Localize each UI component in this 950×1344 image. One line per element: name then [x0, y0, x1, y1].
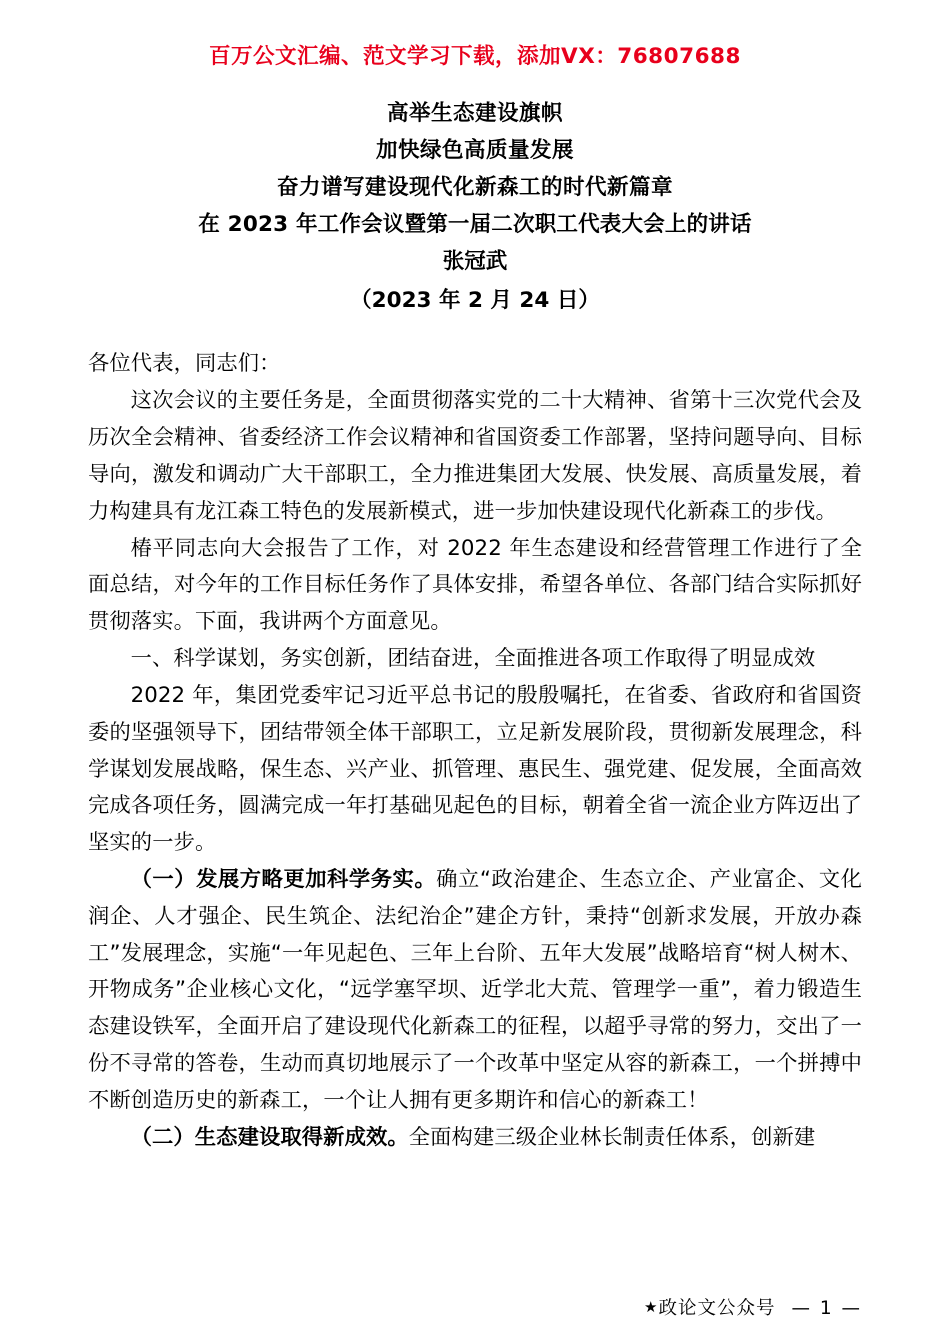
paragraph-5-heading: （二）生态建设取得新成效。	[130, 1124, 409, 1150]
document-body	[88, 346, 862, 1156]
document-date: （2023 年 2 月 24 日）	[350, 287, 600, 313]
document-title-block	[88, 96, 862, 321]
star-icon: ★	[643, 1298, 659, 1316]
page-number: — 1 —	[791, 1298, 862, 1319]
paragraph-5-text: 全面构建三级企业林长制责任体系，创新建	[408, 1124, 816, 1150]
page-footer	[0, 1294, 950, 1320]
promo-banner: 百万公文汇编、范文学习下载，添加VX：76807688	[209, 44, 741, 69]
title-line-2: 加快绿色高质量发展	[375, 137, 574, 163]
document-subtitle: 在 2023 年工作会议暨第一届二次职工代表大会上的讲话	[198, 211, 752, 237]
title-line-1: 高举生态建设旗帜	[386, 100, 563, 126]
paragraph-4	[88, 862, 862, 1120]
paragraph-5	[88, 1120, 862, 1157]
paragraph-4-heading: （一）发展方略更加科学务实。	[130, 867, 437, 892]
salutation: 各位代表，同志们：	[88, 351, 281, 377]
paragraph-3: 2022 年，集团党委牢记习近平总书记的殷殷嘱托，在省委、省政府和省国资委的坚强领导下，团结带领全体干部职工，立足新发展阶段，贯彻新发展理念，科学谋划发展战略，保生态、兴产业、抓管理、惠民生、强党建、促发展，全面高效完成各项任务，圆满完成一年打基础见起色的目标，朝着全省一流企业方阵迈出了坚实的一步。	[88, 682, 862, 856]
paragraph-2: 椿平同志向大会报告了工作，对 2022 年生态建设和经营管理工作进行了全面总结，对今年的工作目标任务作了具体安排，希望各单位、各部门结合实际抓好贯彻落实。下面，我讲两个方面意见。	[88, 535, 862, 635]
paragraph-4-text: 确立“政治建企、生态立企、产业富企、文化润企、人才强企、民生筑企、法纪治企”建企方针，秉持“创新求发展，开放办森工”发展理念，实施“一年见起色、三年上台阶、五年大发展”战略培育“树人树木、开物成务”企业核心文化，“远学塞罕坝、近学北大荒、管理学一重”，着力锻造生态建设铁军，全面开启了建设现代化新森工的征程，以超乎寻常的努力，交出了一份不寻常的答卷，生动而真切地展示了一个改革中坚定从容的新森工，一个拼搏中不断创造历史的新森工，一个让人拥有更多期许和信心的新森工！	[88, 867, 862, 1113]
document-author: 张冠武	[442, 248, 508, 274]
title-line-3: 奋力谱写建设现代化新森工的时代新篇章	[276, 174, 673, 200]
section-heading-1: 一、科学谋划，务实创新，团结奋进，全面推进各项工作取得了明显成效	[130, 646, 816, 672]
paragraph-1: 这次会议的主要任务是，全面贯彻落实党的二十大精神、省第十三次党代会及历次全会精神、省委经济工作会议精神和省国资委工作部署，坚持问题导向、目标导向，激发和调动广大干部职工，全力推进集团大发展、快发展、高质量发展，着力构建具有龙江森工特色的发展新模式，进一步加快建设现代化新森工的步伐。	[88, 388, 862, 524]
footer-source: 政论文公众号	[658, 1298, 776, 1319]
